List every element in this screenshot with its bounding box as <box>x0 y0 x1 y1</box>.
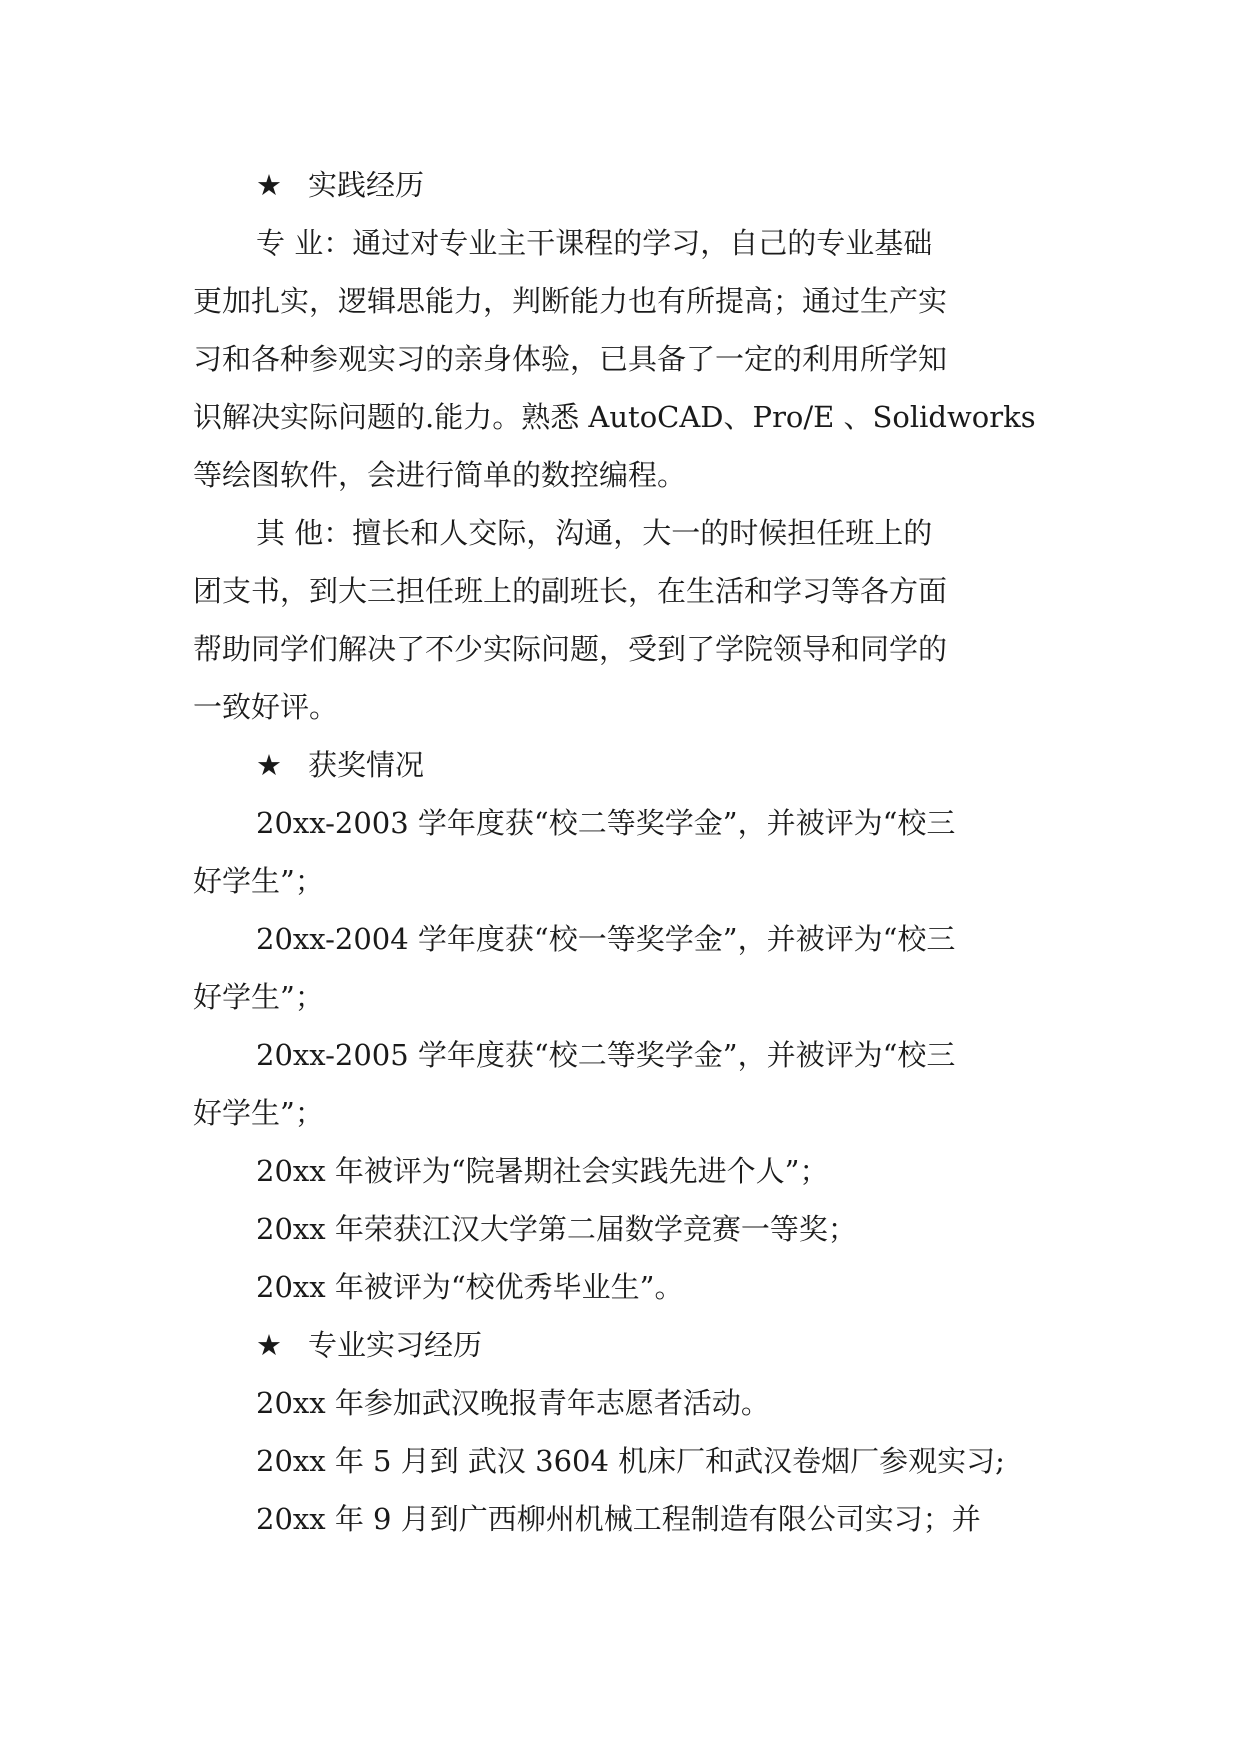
paragraph-line: 其 他：擅长和人交际，沟通，大一的时候担任班上的 <box>256 516 933 550</box>
award-line: 20xx 年被评为“校优秀毕业生”。 <box>256 1270 684 1304</box>
paragraph-line: 专 业：通过对专业主干课程的学习，自己的专业基础 <box>256 226 933 260</box>
internship-line: 20xx 年参加武汉晚报青年志愿者活动。 <box>256 1386 770 1420</box>
paragraph-line: 识解决实际问题的.能力。熟悉 AutoCAD、Pro/E 、Solidworks <box>193 400 1036 434</box>
paragraph-line: 更加扎实，逻辑思能力，判断能力也有所提高；通过生产实 <box>193 284 948 318</box>
paragraph-line: 帮助同学们解决了不少实际问题，受到了学院领导和同学的 <box>193 632 948 666</box>
heading-text: 获奖情况 <box>308 748 425 782</box>
heading-text: 实践经历 <box>308 168 425 202</box>
section-heading-internship <box>0 1327 1241 1363</box>
black-star-icon: ★ <box>256 168 282 202</box>
award-line: 20xx-2005 学年度获“校二等奖学金”，并被评为“校三 <box>256 1038 956 1072</box>
internship-line: 20xx 年 9 月到广西柳州机械工程制造有限公司实习；并 <box>256 1502 981 1536</box>
heading-text: 专业实习经历 <box>308 1328 483 1362</box>
award-line: 20xx 年被评为“院暑期社会实践先进个人”； <box>256 1154 829 1188</box>
internship-line: 20xx 年 5 月到 武汉 3604 机床厂和武汉卷烟厂参观实习; <box>256 1444 1005 1478</box>
award-line: 好学生”； <box>193 1096 324 1130</box>
paragraph-line: 习和各种参观实习的亲身体验，已具备了一定的利用所学知 <box>193 342 948 376</box>
award-line: 20xx 年荣获江汉大学第二届数学竞赛一等奖； <box>256 1212 857 1246</box>
award-line: 20xx-2003 学年度获“校二等奖学金”，并被评为“校三 <box>256 806 956 840</box>
award-line: 好学生”； <box>193 864 324 898</box>
black-star-icon: ★ <box>256 748 282 782</box>
award-line: 20xx-2004 学年度获“校一等奖学金”，并被评为“校三 <box>256 922 956 956</box>
paragraph-line: 团支书，到大三担任班上的副班长，在生活和学习等各方面 <box>193 574 948 608</box>
paragraph-line: 一致好评。 <box>193 690 339 724</box>
section-heading-practice <box>0 167 1241 203</box>
paragraph-line: 等绘图软件，会进行简单的数控编程。 <box>193 458 687 492</box>
black-star-icon: ★ <box>256 1328 282 1362</box>
section-heading-awards <box>0 747 1241 783</box>
award-line: 好学生”； <box>193 980 324 1014</box>
